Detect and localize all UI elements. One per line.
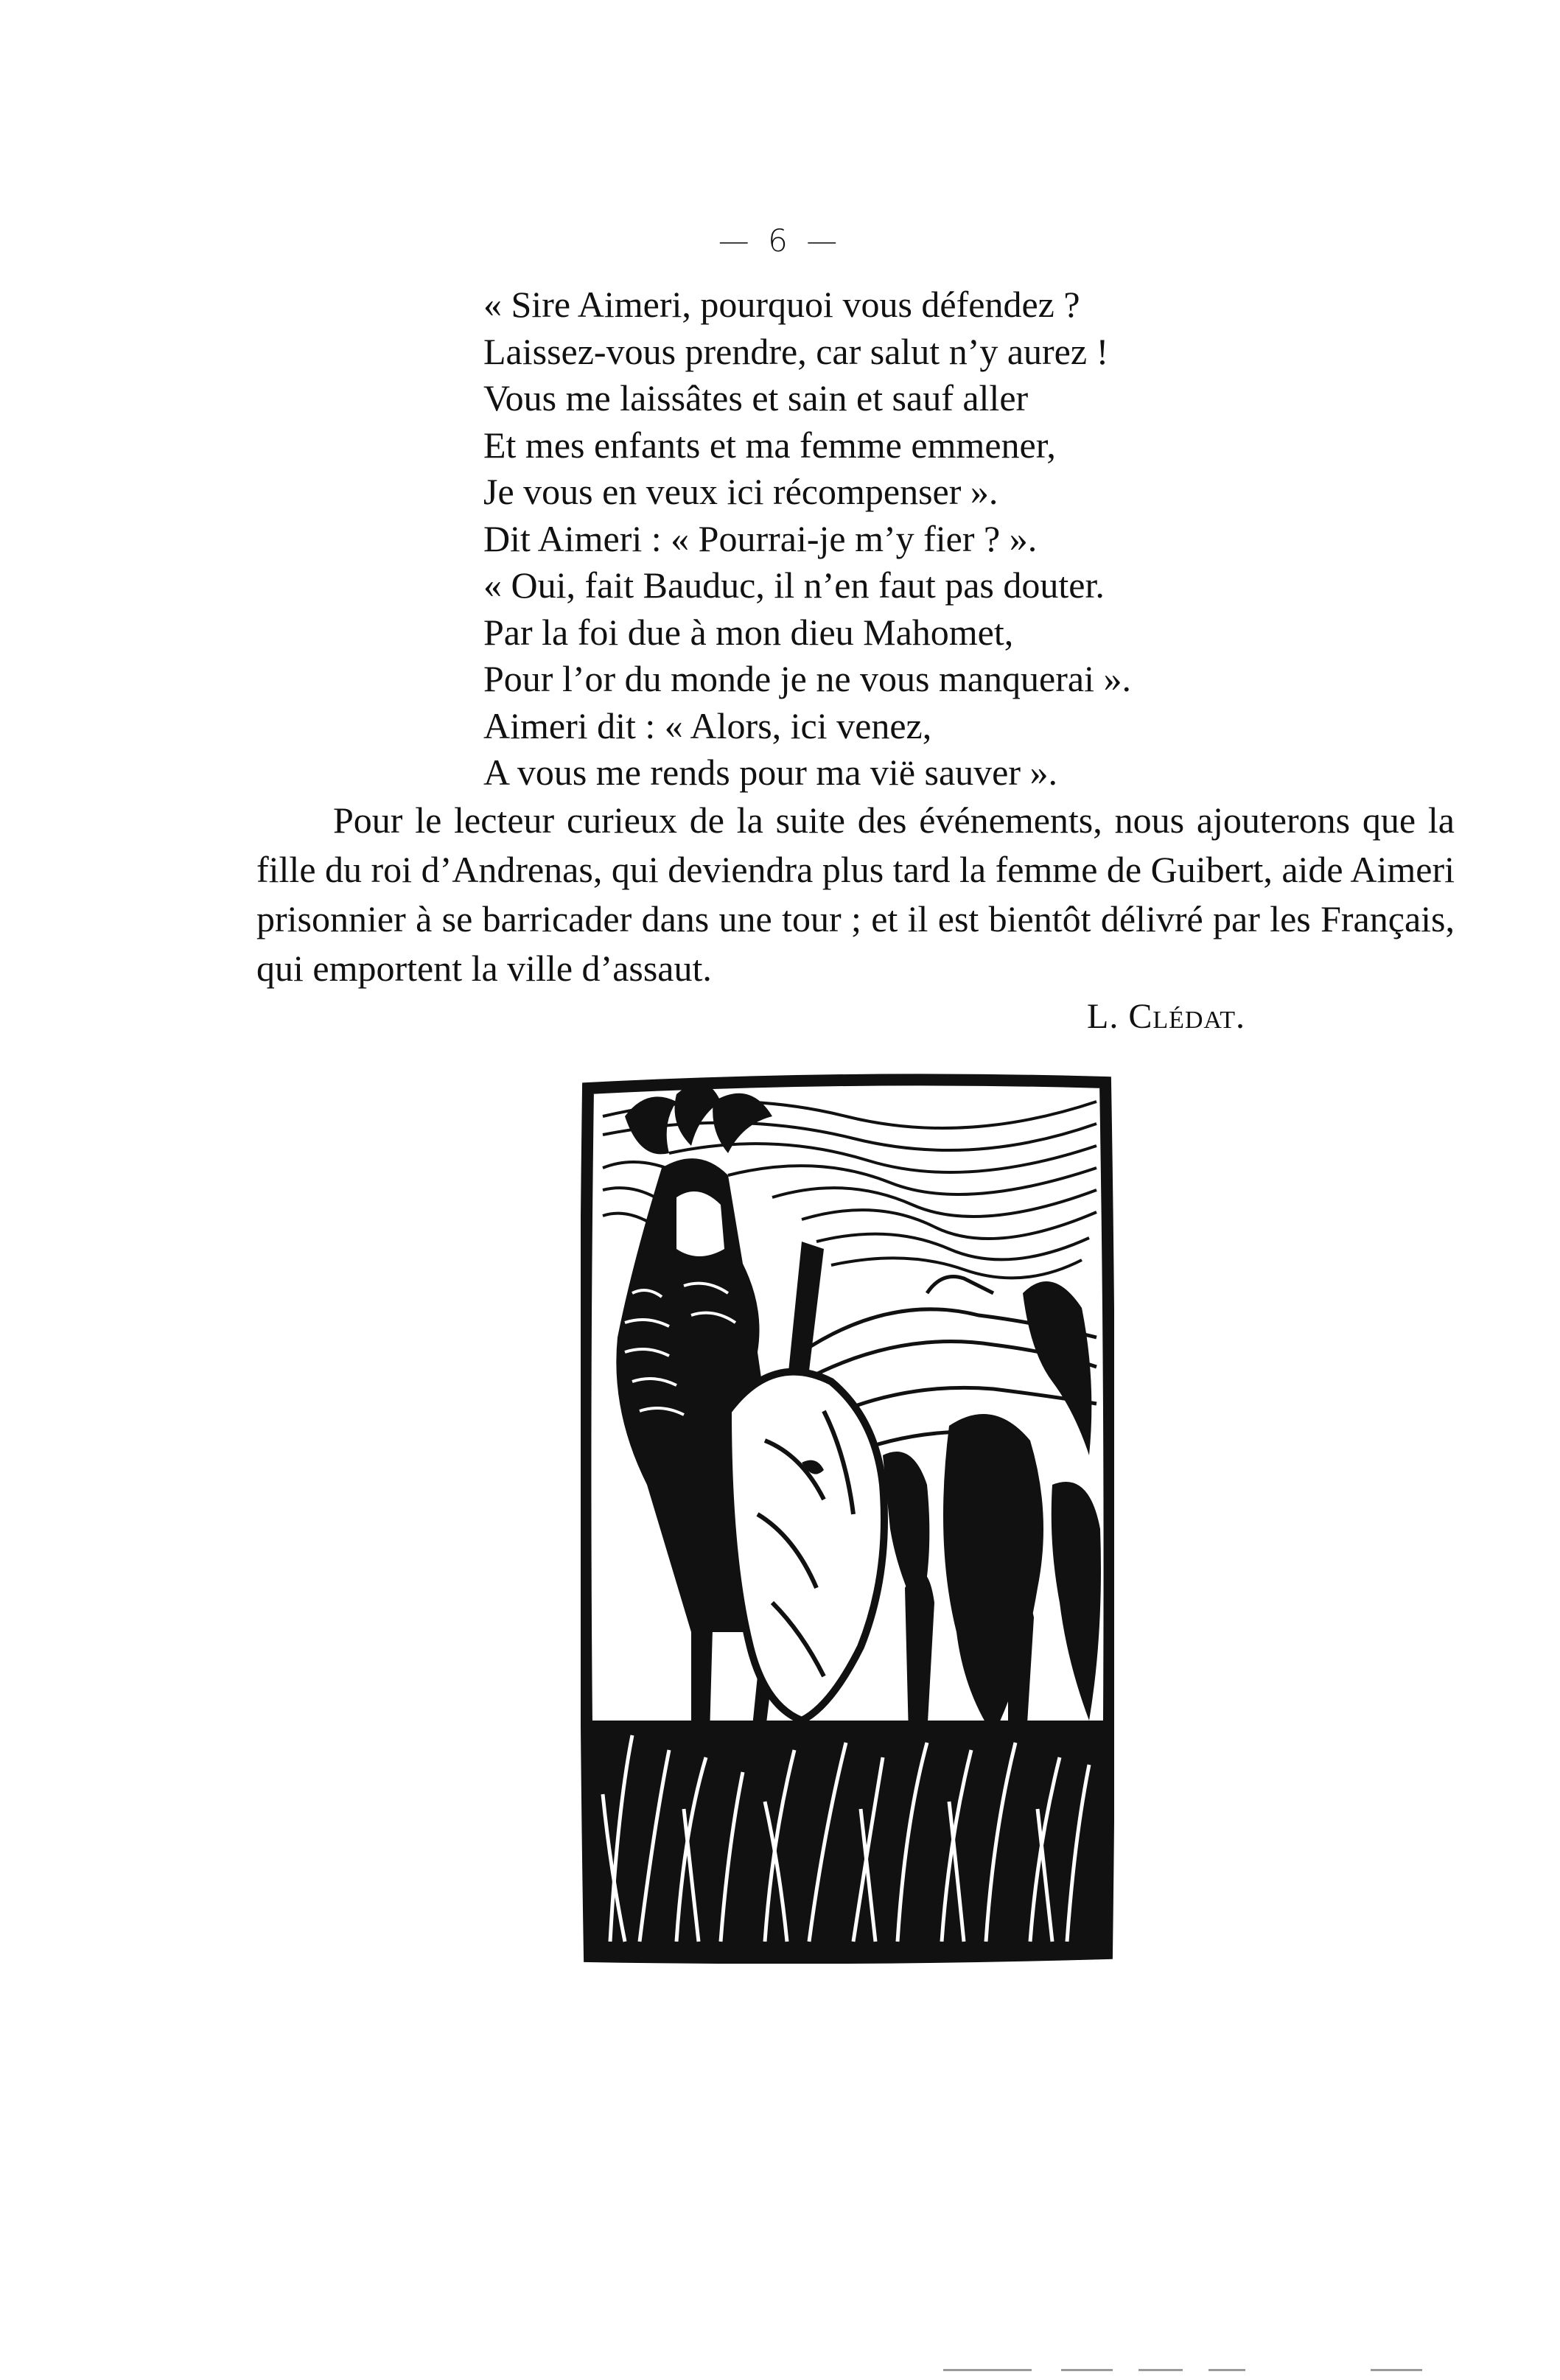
verse-line: Par la foi due à mon dieu Mahomet, — [483, 611, 1014, 653]
horse-head-icon — [728, 1372, 884, 1721]
print-mark — [943, 2369, 1032, 2371]
woodcut-illustration — [581, 1072, 1114, 1964]
print-mark — [1138, 2369, 1183, 2371]
verse-line: A vous me rends pour ma vië sauver ». — [483, 752, 1058, 793]
prose-paragraph: Pour le lecteur curieux de la suite des événements, nous ajouterons que la fille du roi d’Andrenas, qui deviendra plus tard la femme de Guibert, aide Aimeri prisonnier à se barricader dans une tour ; et il est bientôt délivré par les Français, qui emportent la ville d’assaut. — [256, 799, 1455, 989]
verse-line: Dit Aimeri : « Pourrai-je m’y fier ? ». — [483, 517, 1038, 559]
verse-block — [483, 281, 1441, 797]
verse-line: Pour l’or du monde je ne vous manquerai ». — [483, 658, 1131, 699]
verse-line: Et mes enfants et ma femme emmener, — [483, 424, 1056, 466]
verse-line: Aimeri dit : « Alors, ici venez, — [483, 704, 932, 746]
print-mark — [1061, 2369, 1113, 2371]
page-number: — 6 — — [718, 223, 842, 259]
verse-line: « Sire Aimeri, pourquoi vous défendez ? — [483, 284, 1080, 325]
verse-line: Laissez-vous prendre, car salut n’y aurez ! — [483, 330, 1109, 372]
print-mark — [1209, 2369, 1245, 2371]
verse-line: Vous me laissâtes et sain et sauf aller — [483, 377, 1029, 419]
author-signature: L. Clédat. — [1087, 997, 1245, 1036]
print-mark — [1371, 2369, 1422, 2371]
verse-line: Je vous en veux ici récompenser ». — [483, 471, 998, 512]
verse-line: « Oui, fait Bauduc, il n’en faut pas douter. — [483, 564, 1105, 606]
